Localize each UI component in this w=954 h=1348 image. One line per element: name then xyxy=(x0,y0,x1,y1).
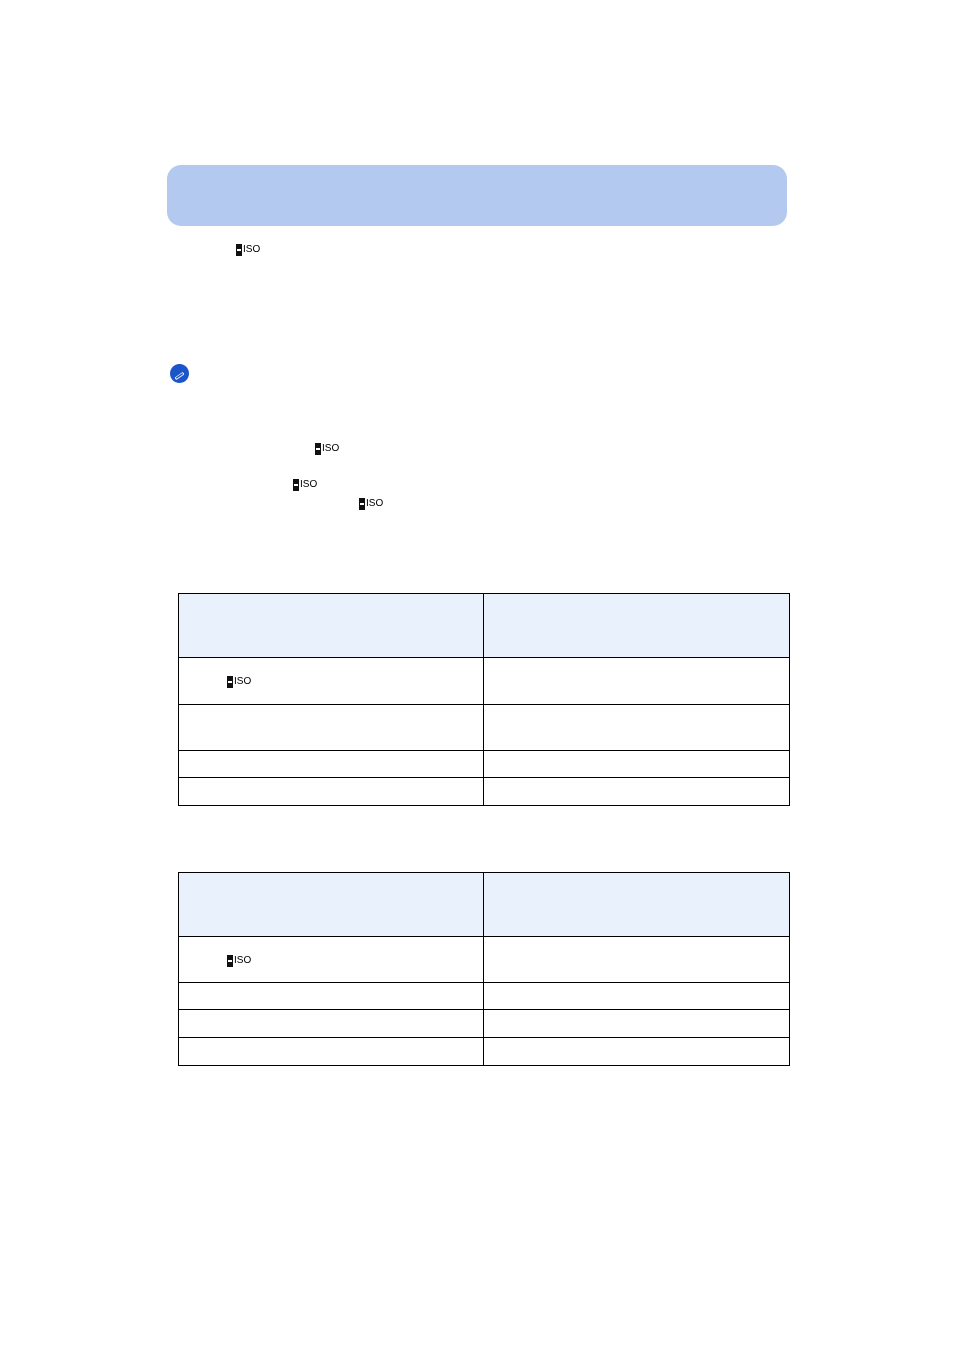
table-cell xyxy=(179,705,484,751)
iso-block-glyph xyxy=(236,244,242,256)
table-cell xyxy=(179,778,484,806)
iso-block-glyph xyxy=(293,479,299,491)
table-cell xyxy=(179,751,484,778)
iso-icon-label: ISO xyxy=(366,498,384,509)
table-cell xyxy=(179,937,484,983)
section-title-banner xyxy=(167,165,787,226)
iso-icon-label: ISO xyxy=(234,676,252,687)
iso-block-glyph xyxy=(227,676,233,688)
table-row xyxy=(179,1038,790,1066)
table-cell xyxy=(484,983,790,1010)
table-row xyxy=(179,751,790,778)
pencil-glyph xyxy=(173,367,186,380)
intelligent-iso-icon xyxy=(227,954,251,967)
table-header-cell xyxy=(484,873,790,937)
table-header-cell xyxy=(179,594,484,658)
table-row xyxy=(179,705,790,751)
iso-icon-label: ISO xyxy=(234,955,252,966)
table-cell xyxy=(484,1038,790,1066)
intelligent-iso-icon xyxy=(236,243,260,256)
table-cell xyxy=(484,1010,790,1038)
table-cell xyxy=(179,1010,484,1038)
table-row xyxy=(179,937,790,983)
table-cell xyxy=(179,983,484,1010)
iso-table-1 xyxy=(178,593,790,806)
table-header-cell xyxy=(179,873,484,937)
iso-block-glyph xyxy=(315,443,321,455)
iso-block-glyph xyxy=(227,955,233,967)
table-cell xyxy=(484,751,790,778)
table-cell xyxy=(179,658,484,705)
table-cell xyxy=(484,937,790,983)
intelligent-iso-icon xyxy=(315,442,339,455)
table-header-row xyxy=(179,594,790,658)
intelligent-iso-icon xyxy=(359,497,383,510)
table-cell xyxy=(484,658,790,705)
table-row xyxy=(179,778,790,806)
intelligent-iso-icon xyxy=(293,478,317,491)
table-row xyxy=(179,983,790,1010)
iso-table-2 xyxy=(178,872,790,1066)
table-row xyxy=(179,1010,790,1038)
iso-icon-label: ISO xyxy=(243,244,261,255)
intelligent-iso-icon xyxy=(227,675,251,688)
iso-block-glyph xyxy=(359,498,365,510)
iso-icon-label: ISO xyxy=(300,479,318,490)
table-cell xyxy=(484,705,790,751)
table-header-row xyxy=(179,873,790,937)
table-row xyxy=(179,658,790,705)
note-pencil-icon xyxy=(170,364,189,383)
table-cell xyxy=(179,1038,484,1066)
table-cell xyxy=(484,778,790,806)
table-header-cell xyxy=(484,594,790,658)
iso-icon-label: ISO xyxy=(322,443,340,454)
